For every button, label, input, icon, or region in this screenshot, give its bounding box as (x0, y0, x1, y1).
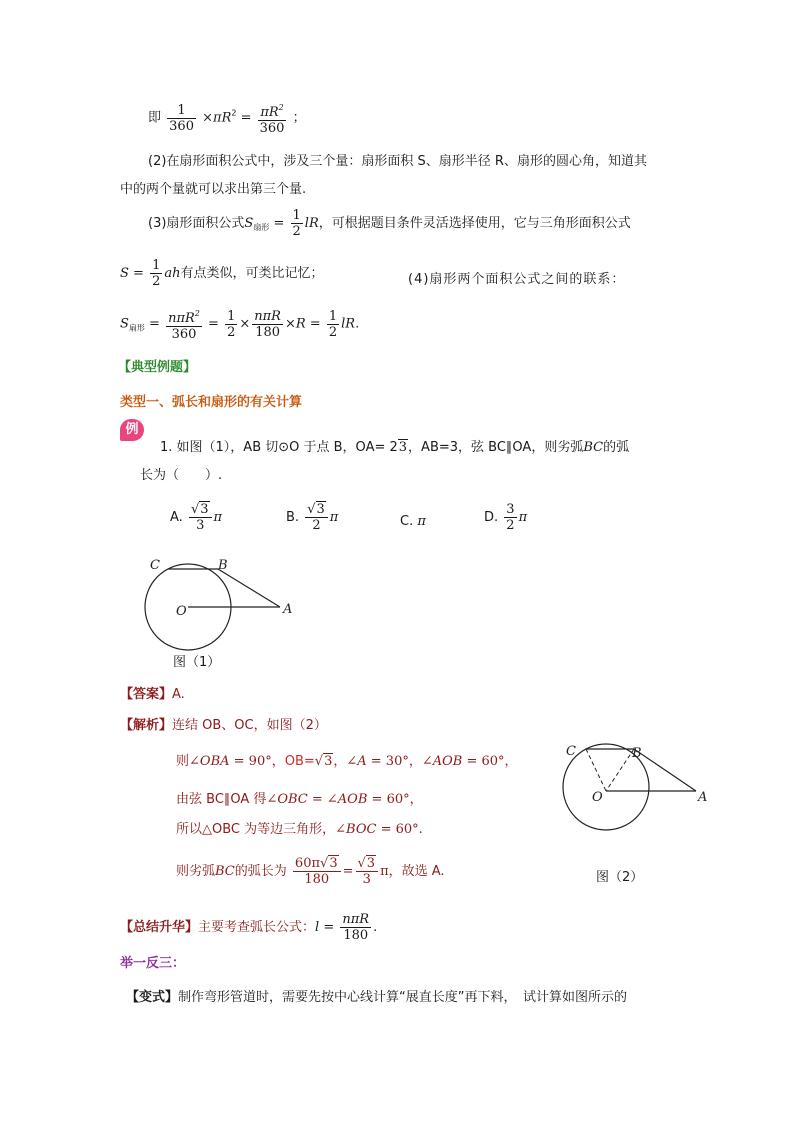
figure-2-caption: 图（2） (596, 870, 644, 885)
analysis-step-4: 则劣弧BC的弧长为 $\frac{60\pi√3}{180}$ = $\frac{√3}{3}$ π，故选 A. (176, 856, 445, 887)
paragraph-2: (2)在扇形面积公式中，涉及三个量：扇形面积 S、扇形半径 R、扇形的圆心角，知道其 (148, 154, 647, 169)
answer (120, 683, 185, 702)
heading-type-one: 类型一、弧长和扇形的有关计算 (120, 395, 303, 410)
subscript: 扇形 (128, 323, 145, 333)
label-a: A (283, 602, 293, 617)
formula-line-1: 即 $\frac{1}{360}$ $\times\pi R^2$ = $\frac{\pi R^2}{360}$ ； (148, 100, 306, 136)
subscript: 扇形 (253, 223, 270, 232)
fraction: $\frac{\pi R^2}{360}$ (258, 100, 287, 136)
text: ，可根据题目条件灵活选择使用，它与三角形面积公式 (318, 216, 631, 231)
text: 的弧 (603, 440, 630, 455)
analysis-step-3: 所以△OBC 为等边三角形，∠BOC = 60°. (176, 822, 423, 837)
figure-1-caption: 图（1） (173, 655, 221, 670)
text: 的弧长为 (234, 864, 287, 879)
variant-tag: 【变式】 (126, 990, 179, 1005)
formula-line-5: S = $\frac{1}{2}$ ah有点类似，可类比记忆； (120, 258, 324, 289)
answer-text: A. (172, 687, 185, 702)
variant (126, 986, 627, 1005)
option-b: B. $\frac{√3}{2}$ π (286, 502, 339, 533)
dashed-oc (586, 749, 606, 791)
option-a: A. $\frac{√3}{3}$ π (170, 502, 223, 533)
figure-2 (560, 735, 720, 835)
text: 则 (176, 754, 190, 769)
label-b: B (218, 558, 228, 573)
tangent-ab (218, 569, 280, 607)
dashed-ob (606, 749, 634, 791)
fraction: $\frac{1}{360}$ (169, 102, 194, 134)
question-line-1: 1. 如图（1），AB 切⊙O 于点 B，OA= 23，AB=3，弦 BC∥OA，则劣弧BC的弧 (160, 440, 630, 455)
label-o: O (592, 790, 603, 805)
text: 由弦 BC∥OA 得 (176, 792, 267, 807)
summary: 【总结升华】主要考查弧长公式：l = $\frac{\text{nπR}}{180}$ . (120, 912, 378, 943)
heading-practice: 举一反三： (120, 956, 186, 971)
example-badge: 例 (120, 419, 144, 441)
text: ，AB=3，弦 BC∥OA，则劣弧 (408, 440, 584, 455)
option-c (400, 514, 426, 529)
option-label: A. (170, 510, 183, 525)
question-line-2: 长为（ ）. (140, 468, 223, 483)
formula-line-4: (3)扇形面积公式$S_{扇形}$ = $\frac{1}{2}$ lR，可根据题目条件灵活选择使用，它与三角形面积公式 (148, 208, 631, 239)
formula-line-6: $S_{扇形}$ = $\frac{n\pi R^2}{360}$ = $\frac{1}{2}$ × $\frac{\text{nπR}}{180}$ ×R = $\frac{1}{2}$ lR. (120, 306, 359, 342)
text: 1. 如图（1），AB 切⊙O 于点 B，OA= 2 (160, 440, 398, 455)
paragraph-2b: 中的两个量就可以求出第三个量. (120, 182, 307, 197)
text: ，故选 A. (388, 864, 445, 879)
tangent-ab (634, 749, 696, 791)
option-label: D. (484, 510, 499, 525)
answer-tag: 【答案】 (120, 687, 173, 702)
option-label: C. (400, 514, 414, 529)
option-value: π (417, 514, 426, 529)
summary-tag: 【总结升华】 (120, 920, 199, 935)
label-c: C (566, 744, 576, 759)
text: 有点类似，可类比记忆； (180, 266, 324, 281)
text: 所以△OBC 为等边三角形， (176, 822, 336, 837)
option-label: B. (286, 510, 300, 525)
label-b: B (632, 746, 642, 761)
label-o: O (176, 604, 187, 619)
figure-1 (140, 555, 300, 655)
text: OB= (284, 754, 315, 769)
analysis-step-2: 由弦 BC∥OA 得∠OBC = ∠AOB = 60°， (176, 792, 423, 807)
summary-text: 主要考查弧长公式： (198, 920, 316, 935)
label-c: C (150, 558, 160, 573)
analysis-tag: 【解析】 (120, 718, 173, 733)
analysis-step-1: 则∠OBA = 90°，OB=√3，∠A = 30°，∠AOB = 60°， (176, 754, 518, 769)
analysis-text: 连结 OB、OC，如图（2） (172, 718, 327, 733)
text: (3)扇形面积公式 (148, 216, 245, 231)
analysis-intro (120, 714, 327, 733)
text-ji: 即 (148, 110, 162, 126)
paragraph-4: (4)扇形两个面积公式之间的联系： (408, 272, 626, 287)
text: 则劣弧 (176, 864, 216, 879)
option-d: D. $\frac{3}{2}$ π (484, 502, 528, 533)
label-a: A (698, 790, 708, 805)
variant-text: 制作弯形管道时，需要先按中心线计算“展直长度”再下料， 试计算如图所示的 (178, 990, 627, 1005)
heading-typical-examples: 【典型例题】 (118, 360, 197, 375)
